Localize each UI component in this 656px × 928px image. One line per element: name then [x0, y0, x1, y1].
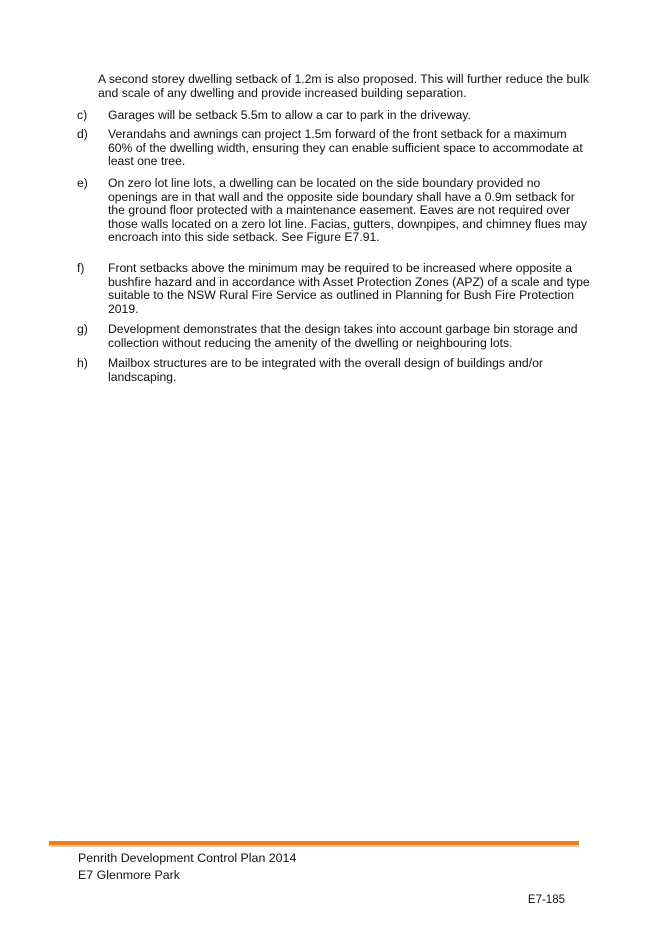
list-item-text: Front setbacks above the minimum may be required to be increased where opposite a bushfire hazard and in accordance with Asset Protection Zones (APZ) of a scale and type suitable to the NSW Rural Fire Service as outlined in Planning for Bush Fire Protection 2019.	[108, 261, 590, 316]
list-item-letter: h)	[77, 356, 88, 370]
list-item-letter: g)	[77, 322, 88, 336]
footer-divider-shadow	[49, 845, 579, 847]
list-item-letter: e)	[77, 176, 88, 190]
footer-section-title: E7 Glenmore Park	[78, 868, 180, 882]
page-number: E7-185	[527, 894, 565, 906]
list-item-text: Mailbox structures are to be integrated with the overall design of buildings and/or landscaping.	[108, 356, 543, 384]
list-item-letter: d)	[77, 127, 88, 141]
list-item-letter: f)	[77, 261, 85, 275]
list-item-text: On zero lot line lots, a dwelling can be located on the side boundary provided no openings are in that wall and the opposite side boundary shall have a 0.9m setback for the ground floor protected with a maintenance easement. Eaves are not required over those walls located on a zero lot line. Facias, gutters, downpipes, and chimney flues may encroach into this side setback. See Figure E7.91.	[108, 176, 587, 245]
list-item-text: Garages will be setback 5.5m to allow a car to park in the driveway.	[108, 108, 471, 122]
list-item-text: Verandahs and awnings can project 1.5m forward of the front setback for a maximum 60% of the dwelling width, ensuring they can enable sufficient space to accommodate at least one tree.	[108, 127, 583, 169]
intro-paragraph: A second storey dwelling setback of 1.2m is also proposed. This will further reduce the bulk and scale of any dwelling and provide increased building separation.	[98, 72, 589, 100]
list-item-letter: c)	[77, 108, 88, 122]
list-item-text: Development demonstrates that the design takes into account garbage bin storage and collection without reducing the amenity of the dwelling or neighbouring lots.	[108, 322, 578, 350]
footer-document-title: Penrith Development Control Plan 2014	[78, 851, 297, 865]
